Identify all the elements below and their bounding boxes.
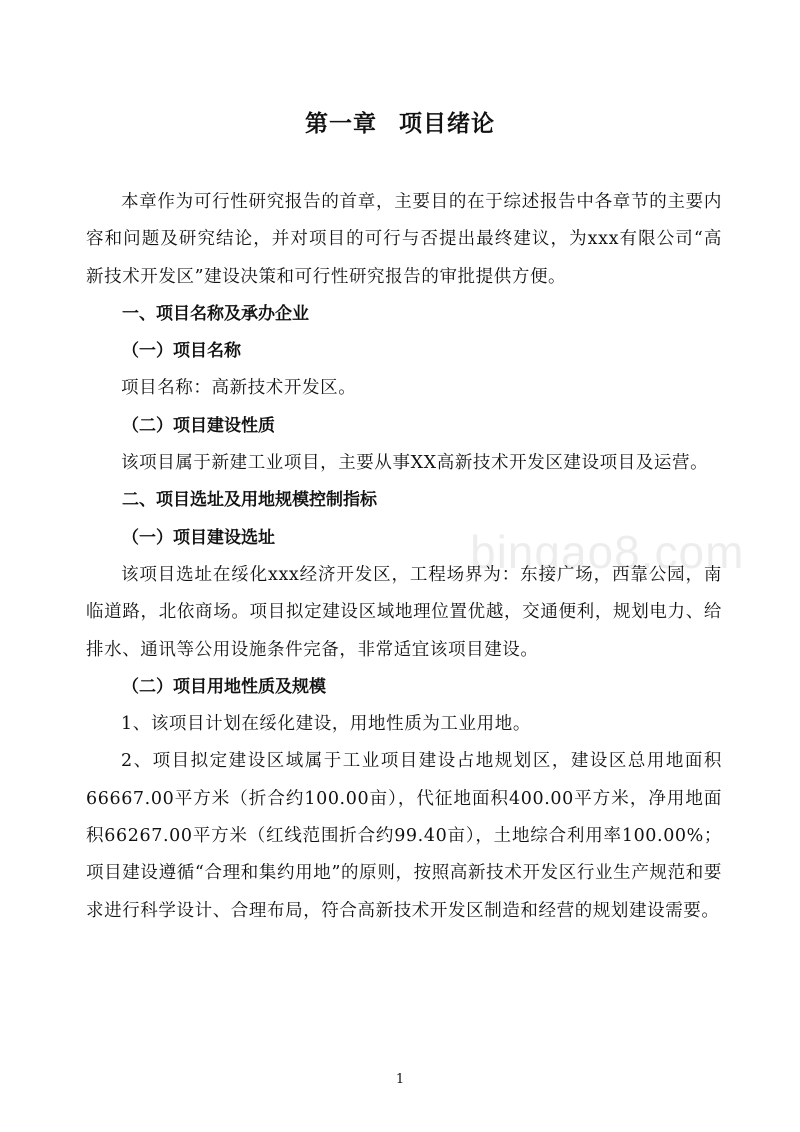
project-name-paragraph: 项目名称：高新技术开发区。 [121,378,357,399]
watermark: bingao8.com [470,526,745,578]
land-use-item-1: 1、该项目计划在绥化建设，用地性质为工业用地。 [121,714,531,735]
project-nature-paragraph: 该项目属于新建工业项目，主要从事XX高新技术开发区建设项目及运营。 [121,453,709,474]
subsection-heading-land-use: （二）项目用地性质及规模 [122,676,326,697]
section-heading-2: 二、项目选址及用地规模控制指标 [122,490,377,511]
chapter-title [0,105,800,138]
section-heading-1: 一、项目名称及承办企业 [122,303,309,324]
chapter-name: 项目绪论 [399,111,495,137]
subsection-heading-project-nature: （二）项目建设性质 [122,415,275,436]
chapter-number: 第一章 [305,111,377,137]
intro-paragraph: 本章作为可行性研究报告的首章，主要目的在于综述报告中各章节的主要内容和问题及研究结论，并对项目的可行与否提出最终建议，为xxx有限公司“高新技术开发区”建设决策和可行性研究报告的审批提供方便。 [86,192,722,287]
land-use-item-2: 2、项目拟定建设区域属于工业项目建设占地规划区，建设区总用地面积66667.00平方米（折合约100.00亩），代征地面积400.00平方米，净用地面积66267.00平方米（红线范围折合约99.40亩），土地综合利用率100.00%；项目建设遵循“合理和集约用地”的原则，按照高新技术开发区行业生产规范和要求进行科学设计、合理布局，符合高新技术开发区制造和经营的规划建设需要。 [86,751,722,921]
subsection-heading-site: （一）项目建设选址 [122,527,275,548]
page-number: 1 [395,1072,405,1087]
subsection-heading-project-name: （一）项目名称 [122,341,241,362]
site-paragraph: 该项目选址在绥化xxx经济开发区，工程场界为：东接广场，西靠公园，南临道路，北依商场。项目拟定建设区域地理位置优越，交通便利，规划电力、给排水、通讯等公用设施条件完备，非常适宜该项目建设。 [86,564,722,660]
